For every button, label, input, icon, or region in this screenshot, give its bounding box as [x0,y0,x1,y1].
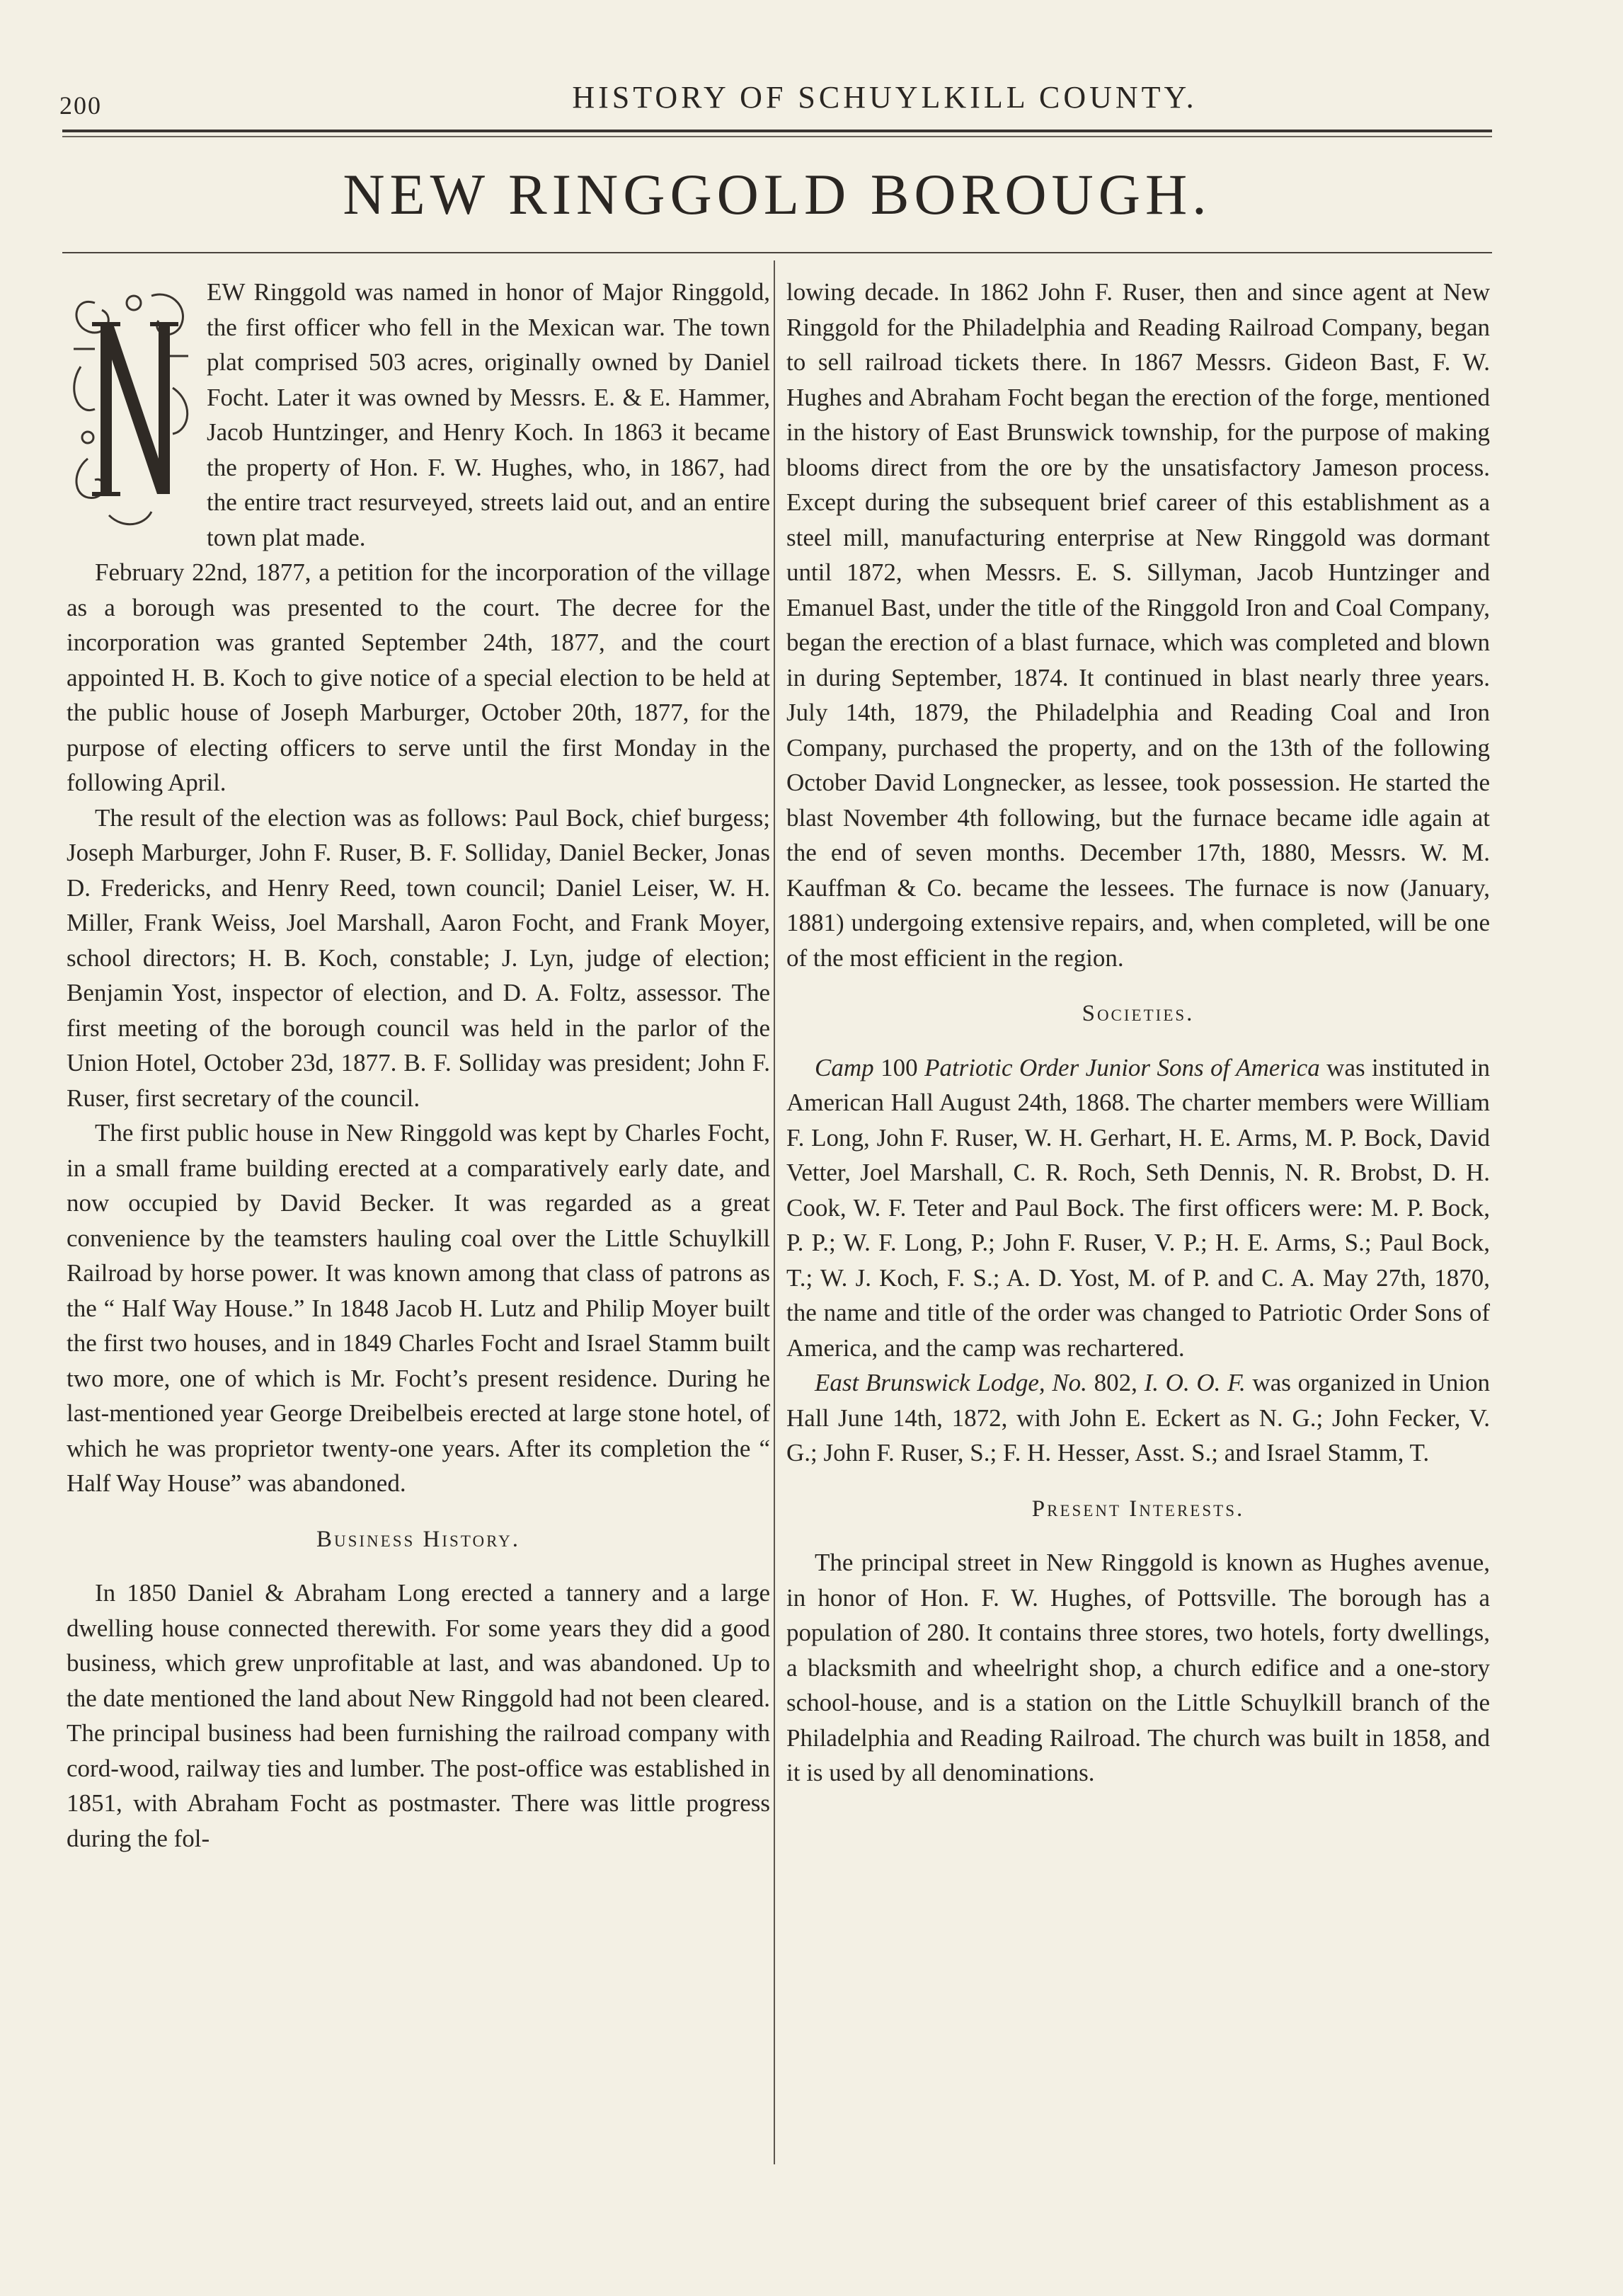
incorporation-paragraph: February 22nd, 1877, a petition for the incorporation of the village as a borough was presented to the court. The decree for the incorporation was granted September 24th, 1877, and the court appointed H. B. Koch to give notice of a special election to be held at the public house of Joseph Marburger, October 20th, 1877, for the purpose of electing officers to serve until the first Monday in the following April. [67,558,770,796]
camp-number: 100 [881,1053,918,1081]
camp-paragraph [786,1050,1490,1366]
lodge-text: was organized in Union Hall June 14th, 1872, with John E. Eckert as N. G.; John Fecker, V. G.; John F. Ruser, S.; F. H. Hesser, Asst. S.; and Israel Stamm, T. [786,1369,1491,1466]
intro-paragraph: EW Ringgold was named in honor of Major Ringgold, the first officer who fell in the Mexican war. The town plat comprised 503 acres, originally owned by Daniel Focht. Later it was owned by Messrs. E. & E. Hammer, Jacob Huntzinger, and Henry Koch. In 1863 it became the property of Hon. F. W. Hughes, who, in 1867, had the entire tract resurveyed, streets laid out, and an entire town plat made. [207,278,770,551]
election-paragraph: The result of the election was as follows: Paul Bock, chief burgess; Joseph Marburger, John F. Ruser, B. F. Solliday, Daniel Becker, Jonas D. Fredericks, and Henry Reed, town council; Daniel Leiser, W. H. Miller, Frank Weiss, Joel Marshall, Aaron Focht, and Frank Moyer, school directors; H. B. Koch, constable; J. Lyn, judge of election; Benjamin Yost, inspector of election, and D. A. Foltz, assessor. The first meeting of the borough council was held in the parlor of the Union Hotel, October 23d, 1877. B. F. Solliday was president; John F. Ruser, first secretary of the council. [67,803,770,1112]
title-rule [62,252,1492,253]
business-history-paragraph: In 1850 Daniel & Abraham Long erected a tannery and a large dwelling house connected therewith. For some years they did a good business, which grew unprofitable at last, and was abandoned. Up to the date mentioned the land about New Ringgold had not been cleared. The principal business had been furnishing the railroad company with cord-wood, railway ties and lumber. The post-office was established in 1851, with Abraham Focht as postmaster. There was little progress during the fol- [67,1579,770,1852]
header-rule [62,130,1492,132]
present-interests-heading: Present Interests. [1031,1496,1245,1522]
present-interests-paragraph: The principal street in New Ringgold is known as Hughes avenue, in honor of Hon. F. W. Hughes, of Pottsville. The borough has a population of 280. It contains three stores, two hotels, forty dwellings, a blacksmith and wheelright shop, a church edifice and a one-story school-house, and is a station on the Little Schuylkill branch of the Philadelphia and Reading Railroad. The church was built in 1858, and it is used by all denominations. [786,1549,1490,1786]
continuation-paragraph: lowing decade. In 1862 John F. Ruser, then and since agent at New Ringgold for the Philadelphia and Reading Railroad Company, began to sell railroad tickets there. In 1867 Messrs. Gideon Bast, F. W. Hughes and Abraham Focht began the erection of the forge, mentioned in the history of East Brunswick township, for the purpose of making blooms direct from the ore by the unsatisfactory Jameson process. Except during the subsequent brief career of this establishment as a steel mill, manufacturing enterprise at New Ringgold was dormant until 1872, when Messrs. E. S. Sillyman, Jacob Huntzinger and Emanuel Bast, under the title of the Ringgold Iron and Coal Company, began the erection of a blast furnace, which was completed and blown in during September, 1874. It continued in blast nearly three years. July 14th, 1879, the Philadelphia and Reading Coal and Iron Company, purchased the property, and on the 13th of the following October David Longnecker, as lessee, took possession. He started the blast November 4th following, but the furnace became idle again at the end of seven months. December 17th, 1880, Messrs. W. M. Kauffman & Co. became the lessees. The furnace is now (January, 1881) undergoing extensive repairs, and, when completed, will be one of the most efficient in the region. [786,278,1490,972]
right-column [786,275,1490,1791]
camp-name: Camp [815,1053,874,1081]
page-number: 200 [59,91,102,120]
lodge-name: East Brunswick Lodge, No. [815,1369,1087,1396]
left-column [67,275,770,1856]
lodge-order-name: I. O. O. F. [1144,1369,1246,1396]
public-house-paragraph: The first public house in New Ringgold was kept by Charles Focht, in a small frame building erected at a comparatively early date, and now occupied by David Becker. It was regarded as a great convenience by the teamsters hauling coal over the Little Schuylkill Railroad by horse power. It was known among that class of patrons as the “ Half Way House.” In 1848 Jacob H. Lutz and Philip Moyer built the first two houses, and in 1849 Charles Focht and Israel Stamm built two more, one of which is Mr. Focht’s present residence. During he last-mentioned year George Dreibelbeis erected at large stone hotel, of which he was proprietor twenty-one years. After its completion the “ Half Way House” was abandoned. [67,1119,770,1497]
chapter-title: NEW RINGGOLD BOROUGH. [343,162,1212,226]
lodge-number: 802, [1094,1369,1137,1396]
running-title: HISTORY OF SCHUYLKILL COUNTY. [572,80,1198,115]
lodge-paragraph [786,1365,1490,1471]
societies-heading: Societies. [1082,1001,1195,1026]
camp-order-name: Patriotic Order Junior Sons of America [924,1053,1320,1081]
header-rule-thin [62,136,1492,137]
ornamental-dropcap-n [67,282,195,544]
business-history-heading: Business History. [316,1526,521,1552]
column-divider [774,260,775,2164]
camp-text: was instituted in American Hall August 24th, 1868. The charter members were William F. Long, John F. Ruser, W. H. Gerhart, H. E. Arms, M. P. Bock, David Vetter, Joel Marshall, C. R. Roch, Seth Dennis, N. R. Brobst, D. H. Cook, W. F. Teter and Paul Bock. The first officers were: M. P. Bock, P. P.; W. F. Long, P.; John F. Ruser, V. P.; H. E. Arms, S.; Paul Bock, T.; W. J. Koch, F. S.; A. D. Yost, M. of P. and C. A. May 27th, 1870, the name and title of the order was changed to Patriotic Order Sons of America, and the camp was rechartered. [786,1053,1491,1362]
